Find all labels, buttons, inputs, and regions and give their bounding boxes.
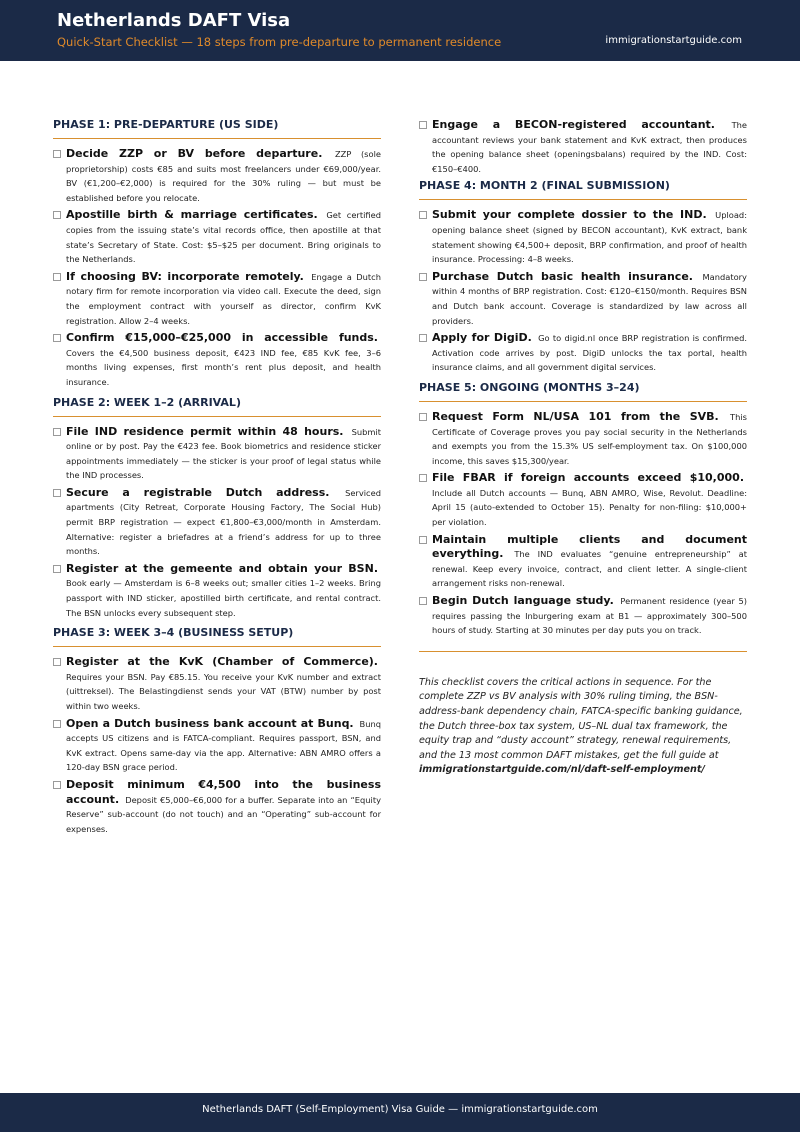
footer-text: Netherlands DAFT (Self-Employment) Visa Guide — immigrationstartguide.com [202, 1104, 598, 1115]
checkbox[interactable] [419, 597, 427, 605]
item-lead: Engage a BECON-registered accountant. [432, 118, 715, 131]
right-column [419, 118, 747, 778]
item-lead: If choosing BV: incorporate remotely. [66, 269, 304, 283]
item-lead: Open a Dutch business bank account at Bunq. [66, 716, 354, 730]
checklist-item[interactable] [419, 594, 747, 638]
checkbox[interactable] [53, 720, 61, 728]
checklist-item[interactable] [419, 118, 747, 176]
item-body: The accountant reviews your bank statement and KvK extract, then produces the opening balance sheet (openingsbalans) required by the IND. Cost: €150–€400. [432, 120, 747, 174]
checkbox[interactable] [53, 781, 61, 789]
page-subtitle: Quick-Start Checklist — 18 steps from pre-departure to permanent residence [57, 35, 502, 49]
item-body: Covers the €4,500 business deposit, €423 IND fee, €85 KvK fee, 3–6 months living expenses, first month’s rent plus deposit, and health insurance. [66, 347, 381, 387]
checkbox[interactable] [53, 489, 61, 497]
item-body: This Certificate of Coverage proves you pay social security in the Netherlands and exempts you from the 15.3% US self-employment tax. On $100,000 income, this saves $15,300/year. [432, 411, 748, 466]
checkbox[interactable] [53, 273, 61, 281]
item-body: Mandatory within 4 months of BRP registration. Cost: €120–€150/month. Requires BSN and Dutch bank account. Coverage is standardized by law across all providers. [432, 271, 747, 326]
phase-1-heading: PHASE 1: PRE-DEPARTURE (US SIDE) [53, 118, 381, 139]
left-column [53, 118, 381, 839]
checklist-item[interactable] [53, 208, 381, 266]
checkbox[interactable] [53, 334, 61, 342]
checklist-item[interactable] [53, 562, 381, 620]
checkbox[interactable] [419, 413, 427, 421]
checkbox[interactable] [53, 658, 61, 666]
item-lead: Confirm €15,000–€25,000 in accessible funds. [66, 331, 378, 345]
item-body: Engage a Dutch notary firm for remote incorporation via video call. Execute the deed, sign the employment contract with yourself as director, confirm KvK registration. Allow 2–4 weeks. [66, 271, 381, 326]
item-lead: Apply for DigiD. [432, 331, 532, 345]
checkbox[interactable] [419, 334, 427, 342]
item-lead: Begin Dutch language study. [432, 594, 614, 608]
item-lead: Register at the KvK (Chamber of Commerce). [66, 655, 378, 669]
closing-text: This checklist covers the critical actions in sequence. For the complete ZZP vs BV analysis with 30% ruling timing, the BSN-address-bank dependency chain, FATCA-specific banking guidance, the Dutch three-box tax system, US–NL dual tax framework, the equity trap and “dusty account” strategy, renewal requirements, and the 13 most common DAFT mistakes, get the full guide at [419, 676, 743, 761]
item-body: Requires your BSN. Pay €85.15. You receive your KvK number and extract (uittreksel). The Belastingdienst sends your VAT (BTW) number by post within two weeks. [66, 671, 381, 711]
checkbox[interactable] [53, 150, 61, 158]
item-body: The IND evaluates “genuine entrepreneurship” at renewal. Keep every invoice, contract, and client letter. A single-client arrangement risks non-renewal. [432, 549, 747, 589]
checklist-item[interactable] [419, 270, 747, 328]
header-site-link[interactable]: immigrationstartguide.com [605, 35, 742, 46]
checklist-item[interactable] [53, 655, 381, 713]
phase-3-heading: PHASE 3: WEEK 3–4 (BUSINESS SETUP) [53, 626, 381, 647]
checkbox[interactable] [53, 565, 61, 573]
phase-5-heading: PHASE 5: ONGOING (MONTHS 3–24) [419, 381, 747, 402]
item-body: Submit online or by post. Pay the €423 fee. Book biometrics and residence sticker appointments immediately — the sticker is your proof of legal status while the IND processes. [66, 426, 382, 481]
item-body: ZZP (sole proprietorship) costs €85 and suits most freelancers under €69,000/year. BV (€1,200–€2,000) is required for the 30% ruling — but must be established before you relocate. [66, 149, 381, 203]
guide-link[interactable]: immigrationstartguide.com/nl/daft-self-employment/ [419, 764, 705, 776]
checklist-item[interactable] [53, 331, 381, 389]
checklist-item[interactable] [53, 270, 381, 328]
item-lead: Apostille birth & marriage certificates. [66, 208, 318, 222]
closing-note [419, 676, 747, 778]
item-lead: Purchase Dutch basic health insurance. [432, 269, 693, 283]
checklist-item[interactable] [419, 533, 747, 591]
checklist-item[interactable] [53, 717, 381, 775]
item-lead: Deposit minimum €4,500 into the business account. [66, 777, 381, 806]
item-body: Go to digid.nl once BRP registration is confirmed. Activation code arrives by post. DigiD unlocks the tax portal, health insurance claims, and all government digital services. [432, 333, 748, 373]
checklist-item[interactable] [419, 410, 747, 468]
checkbox[interactable] [419, 474, 427, 482]
checklist-item[interactable] [419, 331, 747, 375]
item-lead: Register at the gemeente and obtain your BSN. [66, 561, 378, 575]
checkbox[interactable] [419, 121, 427, 129]
checkbox[interactable] [53, 211, 61, 219]
item-body: Deposit €5,000–€6,000 for a buffer. Separate into an “Equity Reserve” sub-account (do not touch) and an “Operating” sub-account for expenses. [66, 794, 382, 834]
checkbox[interactable] [419, 211, 427, 219]
item-lead: Request Form NL/USA 101 from the SVB. [432, 409, 719, 423]
page-header [0, 0, 800, 61]
checkbox[interactable] [419, 536, 427, 544]
checklist-item[interactable] [419, 471, 747, 529]
phase-4-heading: PHASE 4: MONTH 2 (FINAL SUBMISSION) [419, 179, 747, 200]
phase-2-heading: PHASE 2: WEEK 1–2 (ARRIVAL) [53, 396, 381, 417]
checklist-item[interactable] [53, 486, 381, 559]
checklist-item[interactable] [53, 147, 381, 205]
item-lead: Secure a registrable Dutch address. [66, 485, 330, 499]
item-body: Include all Dutch accounts — Bunq, ABN AMRO, Wise, Revolut. Deadline: April 15 (auto-extended to October 15). Penalty for non-filing: $10,000+ per violation. [432, 487, 747, 528]
checklist-item[interactable] [53, 778, 381, 836]
item-body: Upload: opening balance sheet (signed by BECON accountant), KvK extract, bank statement showing €4,500+ deposit, BRP confirmation, and proof of health insurance. Processing: 4–8 weeks. [432, 210, 747, 265]
item-body: Get certified copies from the issuing state’s vital records office, then apostille at that state’s Secretary of State. Cost: $5–$25 per document. Bring originals to the Netherlands. [66, 210, 381, 265]
checkbox[interactable] [53, 428, 61, 436]
item-body: Bunq accepts US citizens and is FATCA-compliant. Requires passport, BSN, and KvK extract. Opens same-day via the app. Alternative: ABN AMRO offers a 120-day BSN grace period. [66, 718, 381, 773]
checkbox[interactable] [419, 273, 427, 281]
item-body: Permanent residence (year 5) requires passing the Inburgering exam at B1 — approximately 300–500 hours of study. Starting at 30 minutes per day puts you on track. [432, 596, 748, 636]
item-lead: File FBAR if foreign accounts exceed $10,000. [432, 471, 744, 485]
item-lead: Decide ZZP or BV before departure. [66, 147, 323, 160]
page-title: Netherlands DAFT Visa [57, 10, 291, 31]
checklist-item[interactable] [419, 208, 747, 266]
item-lead: Submit your complete dossier to the IND. [432, 208, 707, 222]
item-body: Book early — Amsterdam is 6–8 weeks out; smaller cities 1–2 weeks. Bring passport with IND sticker, apostilled birth certificate, and rental contract. The BSN unlocks every subsequent step. [66, 578, 381, 618]
item-body: Serviced apartments (City Retreat, Corporate Housing Factory, The Social Hub) permit BRP registration — expect €1,800–€3,000/month in Amsterdam. Alternative: register a briefadres at a friend’s address for up to three months. [66, 487, 381, 557]
item-lead: Maintain multiple clients and document everything. [432, 532, 747, 561]
page-footer [0, 1093, 800, 1132]
section-divider [419, 651, 747, 652]
item-lead: File IND residence permit within 48 hours. [66, 424, 344, 438]
checklist-item[interactable] [53, 425, 381, 483]
